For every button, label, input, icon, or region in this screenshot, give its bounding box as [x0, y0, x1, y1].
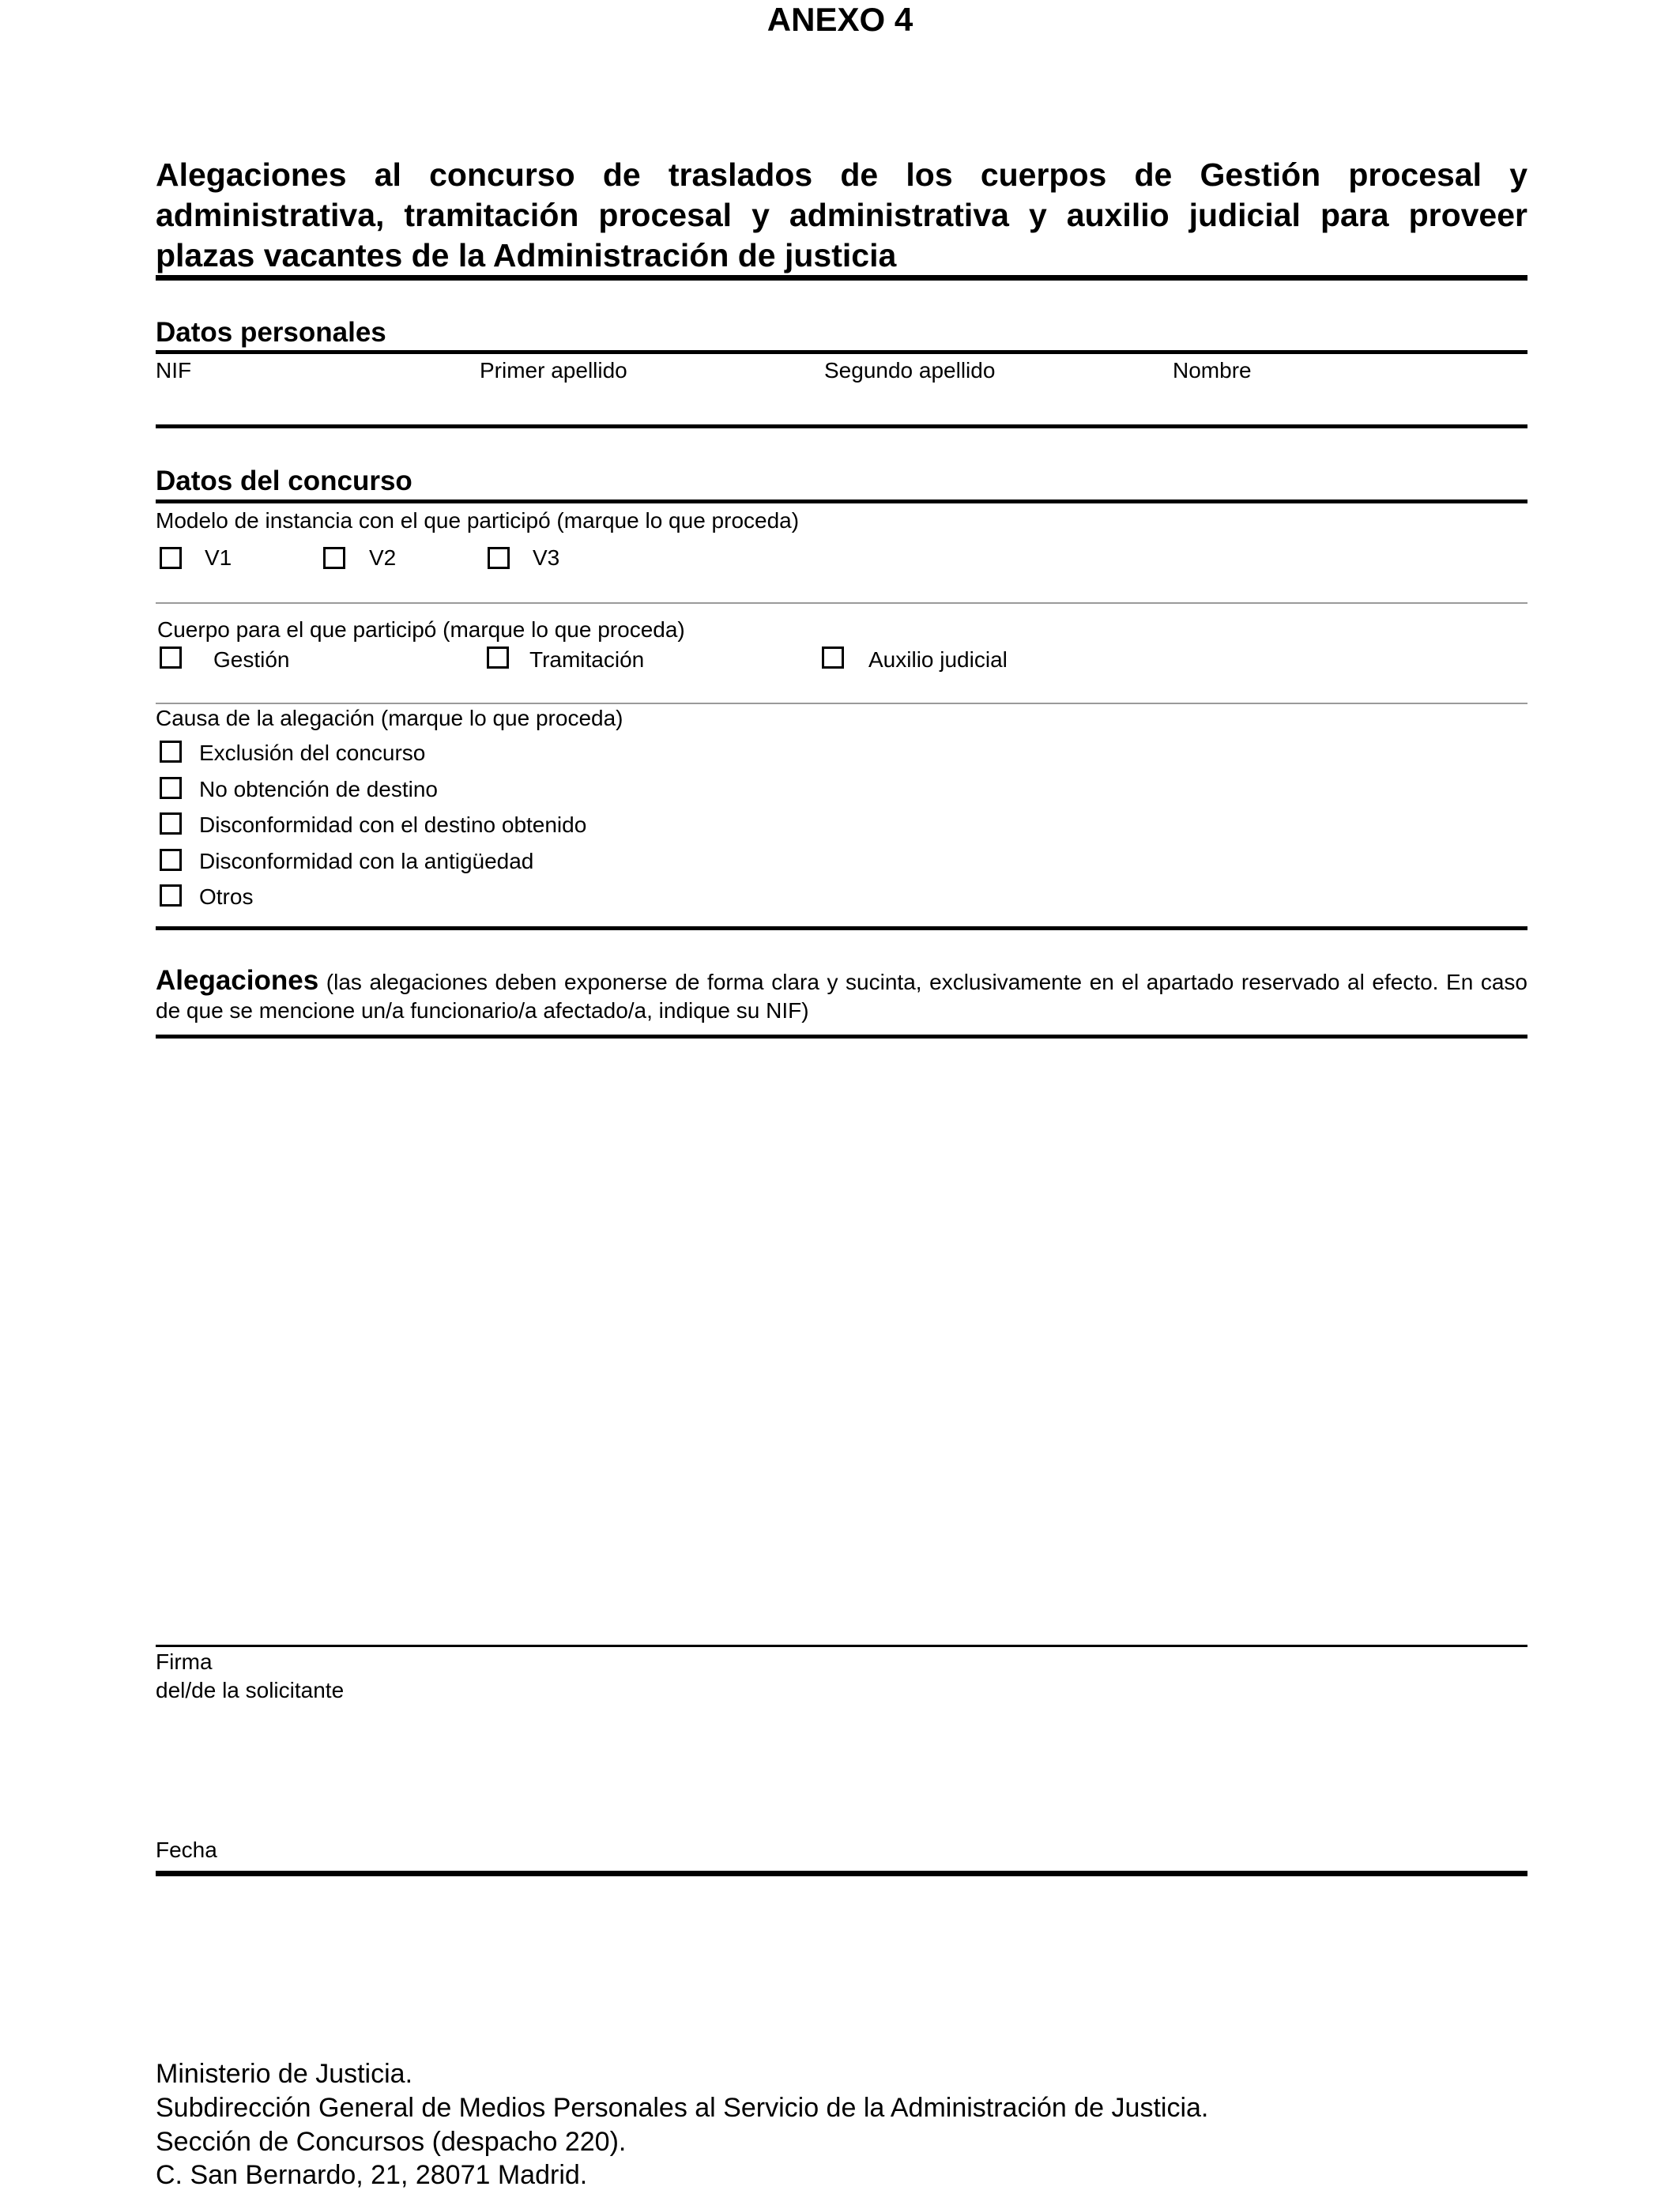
- signature-applicant-label: del/de la solicitante: [156, 1678, 345, 1702]
- checkbox-auxilio[interactable]: [822, 647, 844, 669]
- allegations-rule: [156, 1035, 1527, 1039]
- cause-no-destino-label: No obtención de destino: [199, 777, 438, 801]
- cause-exclusion-label: Exclusión del concurso: [199, 741, 426, 765]
- option-auxilio-label: Auxilio judicial: [868, 647, 1008, 672]
- first-surname-label: Primer apellido: [480, 358, 627, 383]
- allegations-header: [156, 967, 1527, 1025]
- name-label: Nombre: [1173, 358, 1252, 383]
- checkbox-v3[interactable]: [488, 547, 510, 569]
- checkbox-v2[interactable]: [323, 547, 345, 569]
- footer-line-subdirection: Subdirección General de Medios Personales al Servicio de la Administración de Justicia.: [156, 2093, 1209, 2123]
- date-label: Fecha: [156, 1838, 217, 1862]
- checkbox-cause-no-destino[interactable]: [160, 777, 182, 799]
- model-prompt: Modelo de instancia con el que participó (marque lo que proceda): [156, 508, 800, 533]
- title-rule: [156, 275, 1527, 281]
- signature-area[interactable]: [156, 1707, 1527, 1834]
- contest-top-rule: [156, 499, 1527, 503]
- divider-model: [156, 602, 1527, 604]
- contest-bottom-rule: [156, 926, 1527, 930]
- contest-section-title: Datos del concurso: [156, 466, 412, 496]
- cause-prompt: Causa de la alegación (marque lo que proceda): [156, 706, 623, 730]
- personal-top-rule: [156, 350, 1527, 354]
- form-title: Alegaciones al concurso de traslados de los cuerpos de Gestión procesal y administrativa, tramitación procesal y administrativa y auxilio judicial para proveer plazas vacantes de la Administración de justicia: [156, 156, 1527, 273]
- checkbox-cause-exclusion[interactable]: [160, 741, 182, 763]
- cause-destino-label: Disconformidad con el destino obtenido: [199, 812, 587, 837]
- checkbox-cause-antiguedad[interactable]: [160, 849, 182, 871]
- divider-body: [156, 703, 1527, 704]
- signature-rule: [156, 1645, 1527, 1647]
- date-rule: [156, 1871, 1527, 1876]
- option-gestion-label: Gestión: [213, 647, 290, 672]
- option-v3-label: V3: [533, 545, 560, 570]
- cause-otros-label: Otros: [199, 884, 254, 909]
- footer-line-section: Sección de Concursos (despacho 220).: [156, 2127, 627, 2157]
- signature-label: Firma: [156, 1649, 213, 1674]
- allegations-text-area[interactable]: [156, 1040, 1527, 1641]
- personal-section-title: Datos personales: [156, 317, 386, 348]
- annex-title: ANEXO 4: [767, 1, 913, 38]
- checkbox-cause-otros[interactable]: [160, 884, 182, 907]
- body-prompt: Cuerpo para el que participó (marque lo que proceda): [157, 617, 685, 642]
- checkbox-tramitacion[interactable]: [487, 647, 509, 669]
- footer-line-ministry: Ministerio de Justicia.: [156, 2059, 413, 2089]
- second-surname-label: Segundo apellido: [824, 358, 996, 383]
- option-tramitacion-label: Tramitación: [529, 647, 645, 672]
- option-v1-label: V1: [205, 545, 232, 570]
- personal-bottom-rule: [156, 424, 1527, 428]
- cause-antiguedad-label: Disconformidad con la antigüedad: [199, 849, 534, 873]
- footer-line-address: C. San Bernardo, 21, 28071 Madrid.: [156, 2160, 588, 2190]
- checkbox-cause-destino[interactable]: [160, 812, 182, 835]
- allegations-heading: Alegaciones: [156, 965, 319, 996]
- checkbox-v1[interactable]: [160, 547, 182, 569]
- nif-label: NIF: [156, 358, 192, 383]
- allegations-instructions: (las alegaciones deben exponerse de forma clara y sucinta, exclusivamente en el apartado reservado al efecto. En caso de que se mencione un/a funcionario/a afectado/a, indique su NIF): [156, 970, 1527, 1023]
- option-v2-label: V2: [369, 545, 397, 570]
- checkbox-gestion[interactable]: [160, 647, 182, 669]
